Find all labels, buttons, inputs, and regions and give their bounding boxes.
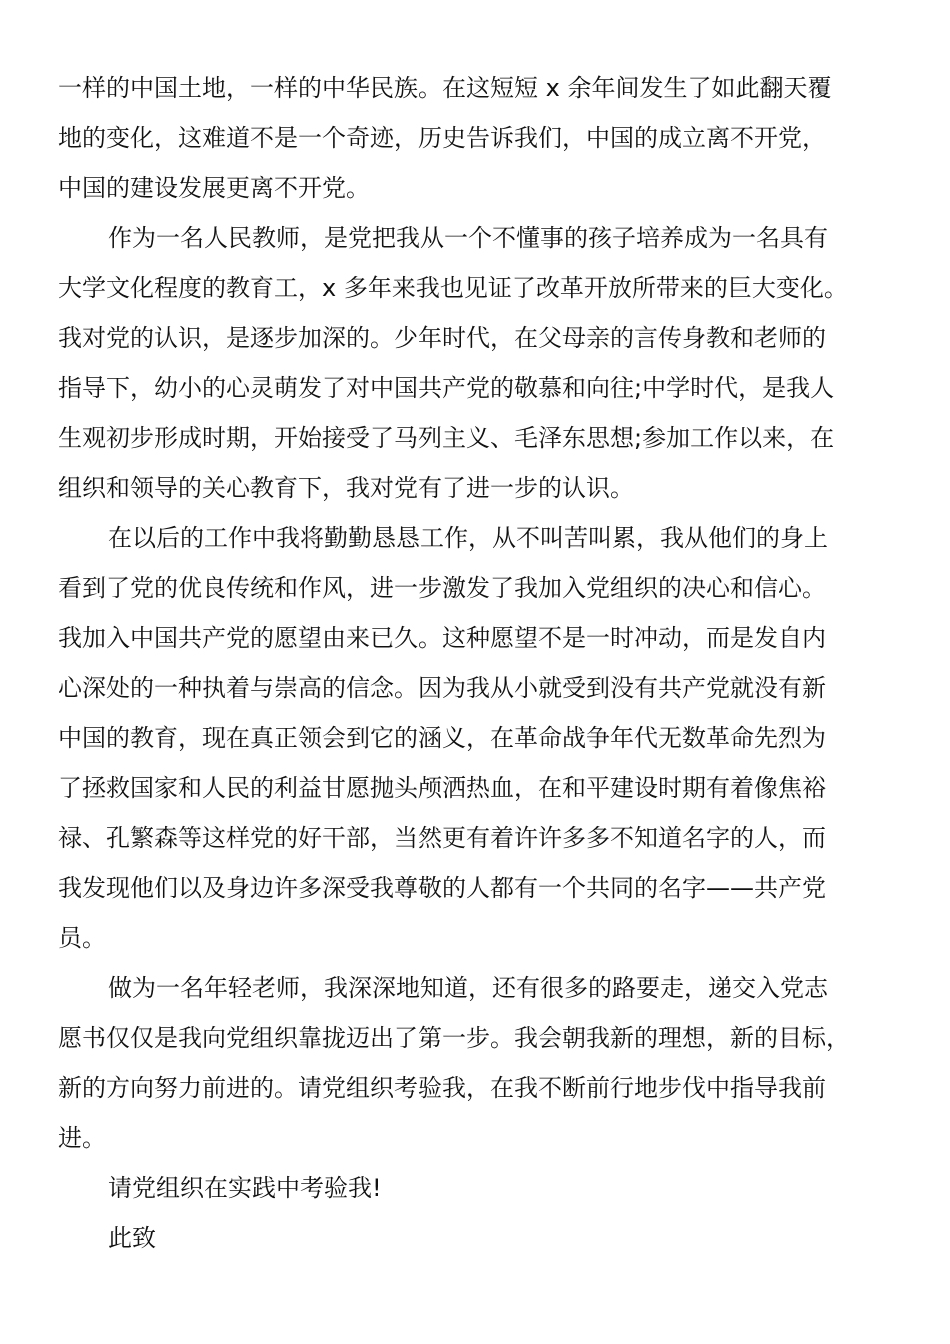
- text-line: 请党组织在实践中考验我!: [108, 1174, 382, 1202]
- text-line: 禄、孔繁森等这样党的好干部，当然更有着许许多多不知道名字的人，而: [58, 824, 826, 852]
- text-line: 看到了党的优良传统和作风，进一步激发了我加入党组织的决心和信心。: [58, 574, 826, 602]
- text-line: 心深处的一种执着与崇高的信念。因为我从小就受到没有共产党就没有新: [58, 674, 826, 702]
- text-line: 地的变化，这难道不是一个奇迹，历史告诉我们，中国的成立离不开党，: [58, 124, 826, 152]
- text-line: 作为一名人民教师，是党把我从一个不懂事的孩子培养成为一名具有: [108, 224, 828, 252]
- paragraph: [58, 70, 888, 220]
- text-line: 了拯救国家和人民的利益甘愿抛头颅洒热血，在和平建设时期有着像焦裕: [58, 774, 826, 802]
- text-line: 生观初步形成时期，开始接受了马列主义、毛泽东思想;参加工作以来，在: [58, 424, 835, 452]
- text-line: 一样的中国土地，一样的中华民族。在这短短 x 余年间发生了如此翻天覆: [58, 74, 832, 102]
- paragraph: [58, 1220, 888, 1270]
- paragraph: [58, 1170, 888, 1220]
- text-line: 我发现他们以及身边许多深受我尊敬的人都有一个共同的名字——共产党: [58, 874, 826, 902]
- text-line: 我对党的认识，是逐步加深的。少年时代，在父母亲的言传身教和老师的: [58, 324, 826, 352]
- text-line: 大学文化程度的教育工，x 多年来我也见证了改革开放所带来的巨大变化。: [58, 274, 848, 302]
- text-line: 在以后的工作中我将勤勤恳恳工作，从不叫苦叫累，我从他们的身上: [108, 524, 828, 552]
- text-line: 指导下，幼小的心灵萌发了对中国共产党的敬慕和向往;中学时代，是我人: [58, 374, 835, 402]
- text-line: 新的方向努力前进的。请党组织考验我，在我不断前行地步伐中指导我前: [58, 1074, 826, 1102]
- text-line: 愿书仅仅是我向党组织靠拢迈出了第一步。我会朝我新的理想，新的目标，: [58, 1024, 850, 1052]
- text-line: 做为一名年轻老师，我深深地知道，还有很多的路要走，递交入党志: [108, 974, 828, 1002]
- text-line: 员。: [58, 924, 106, 952]
- text-line: 组织和领导的关心教育下，我对党有了进一步的认识。: [58, 474, 634, 502]
- document-body: [58, 70, 888, 1270]
- text-line: 进。: [58, 1124, 106, 1152]
- text-line: 我加入中国共产党的愿望由来已久。这种愿望不是一时冲动，而是发自内: [58, 624, 826, 652]
- paragraph: [58, 520, 888, 970]
- text-line: 此致: [108, 1224, 156, 1252]
- text-line: 中国的建设发展更离不开党。: [58, 174, 370, 202]
- paragraph: [58, 970, 888, 1170]
- text-line: 中国的教育，现在真正领会到它的涵义，在革命战争年代无数革命先烈为: [58, 724, 826, 752]
- paragraph: [58, 220, 888, 520]
